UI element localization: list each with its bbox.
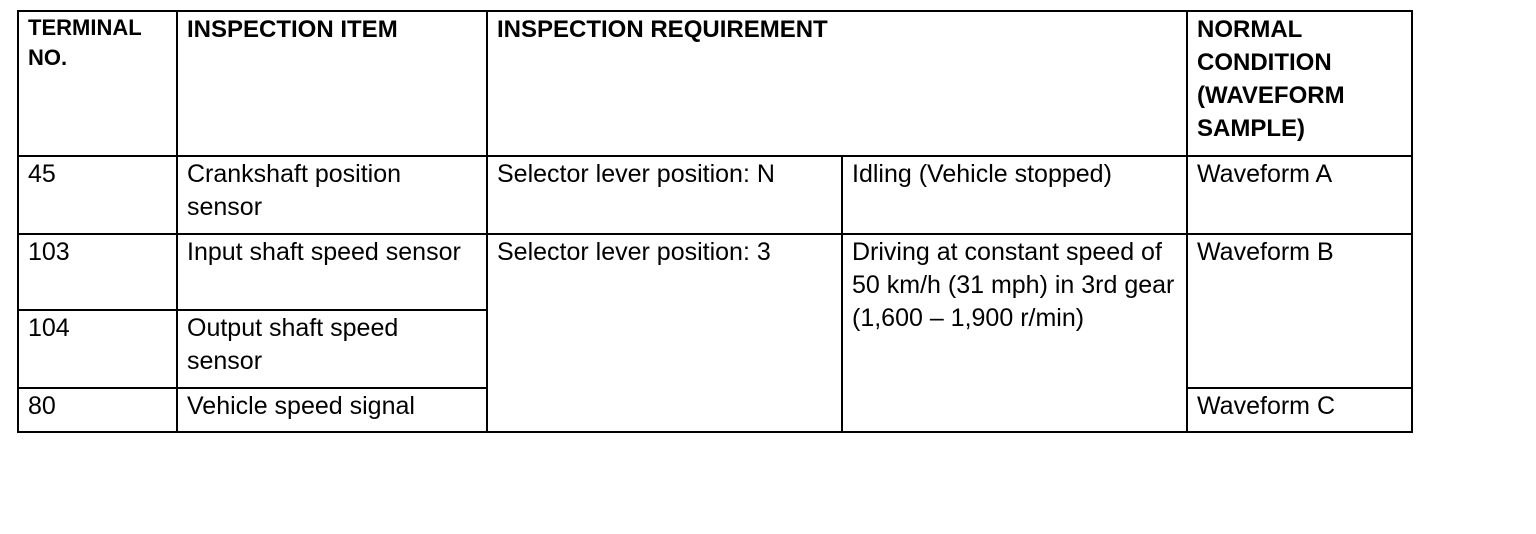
header-row bbox=[18, 11, 1412, 156]
requirement-condition-cell: Idling (Vehicle stopped) bbox=[842, 156, 1187, 234]
terminal-cell: 80 bbox=[18, 388, 177, 432]
requirement-condition-cell: Driving at constant speed of 50 km/h (31 mph) in 3rd gear (1,600 – 1,900 r/min) bbox=[842, 234, 1187, 432]
inspection-table bbox=[17, 10, 1413, 433]
normal-condition-cell: Waveform C bbox=[1187, 388, 1412, 432]
header-normal-condition: NORMAL CONDITION (WAVEFORM SAMPLE) bbox=[1187, 11, 1412, 156]
requirement-selector-cell: Selector lever position: N bbox=[487, 156, 842, 234]
item-cell: Output shaft speed sensor bbox=[177, 310, 487, 388]
item-cell: Vehicle speed signal bbox=[177, 388, 487, 432]
item-cell: Crankshaft position sensor bbox=[177, 156, 487, 234]
header-inspection-requirement: INSPECTION REQUIREMENT bbox=[487, 11, 1187, 156]
normal-condition-cell: Waveform B bbox=[1187, 234, 1412, 388]
normal-condition-cell: Waveform A bbox=[1187, 156, 1412, 234]
terminal-cell: 104 bbox=[18, 310, 177, 388]
terminal-cell: 45 bbox=[18, 156, 177, 234]
header-inspection-item: INSPECTION ITEM bbox=[177, 11, 487, 156]
header-terminal-no: TERMINAL NO. bbox=[18, 11, 177, 156]
requirement-selector-cell: Selector lever position: 3 bbox=[487, 234, 842, 432]
table-row bbox=[18, 234, 1412, 310]
terminal-cell: 103 bbox=[18, 234, 177, 310]
table-row bbox=[18, 156, 1412, 234]
item-cell: Input shaft speed sensor bbox=[177, 234, 487, 310]
